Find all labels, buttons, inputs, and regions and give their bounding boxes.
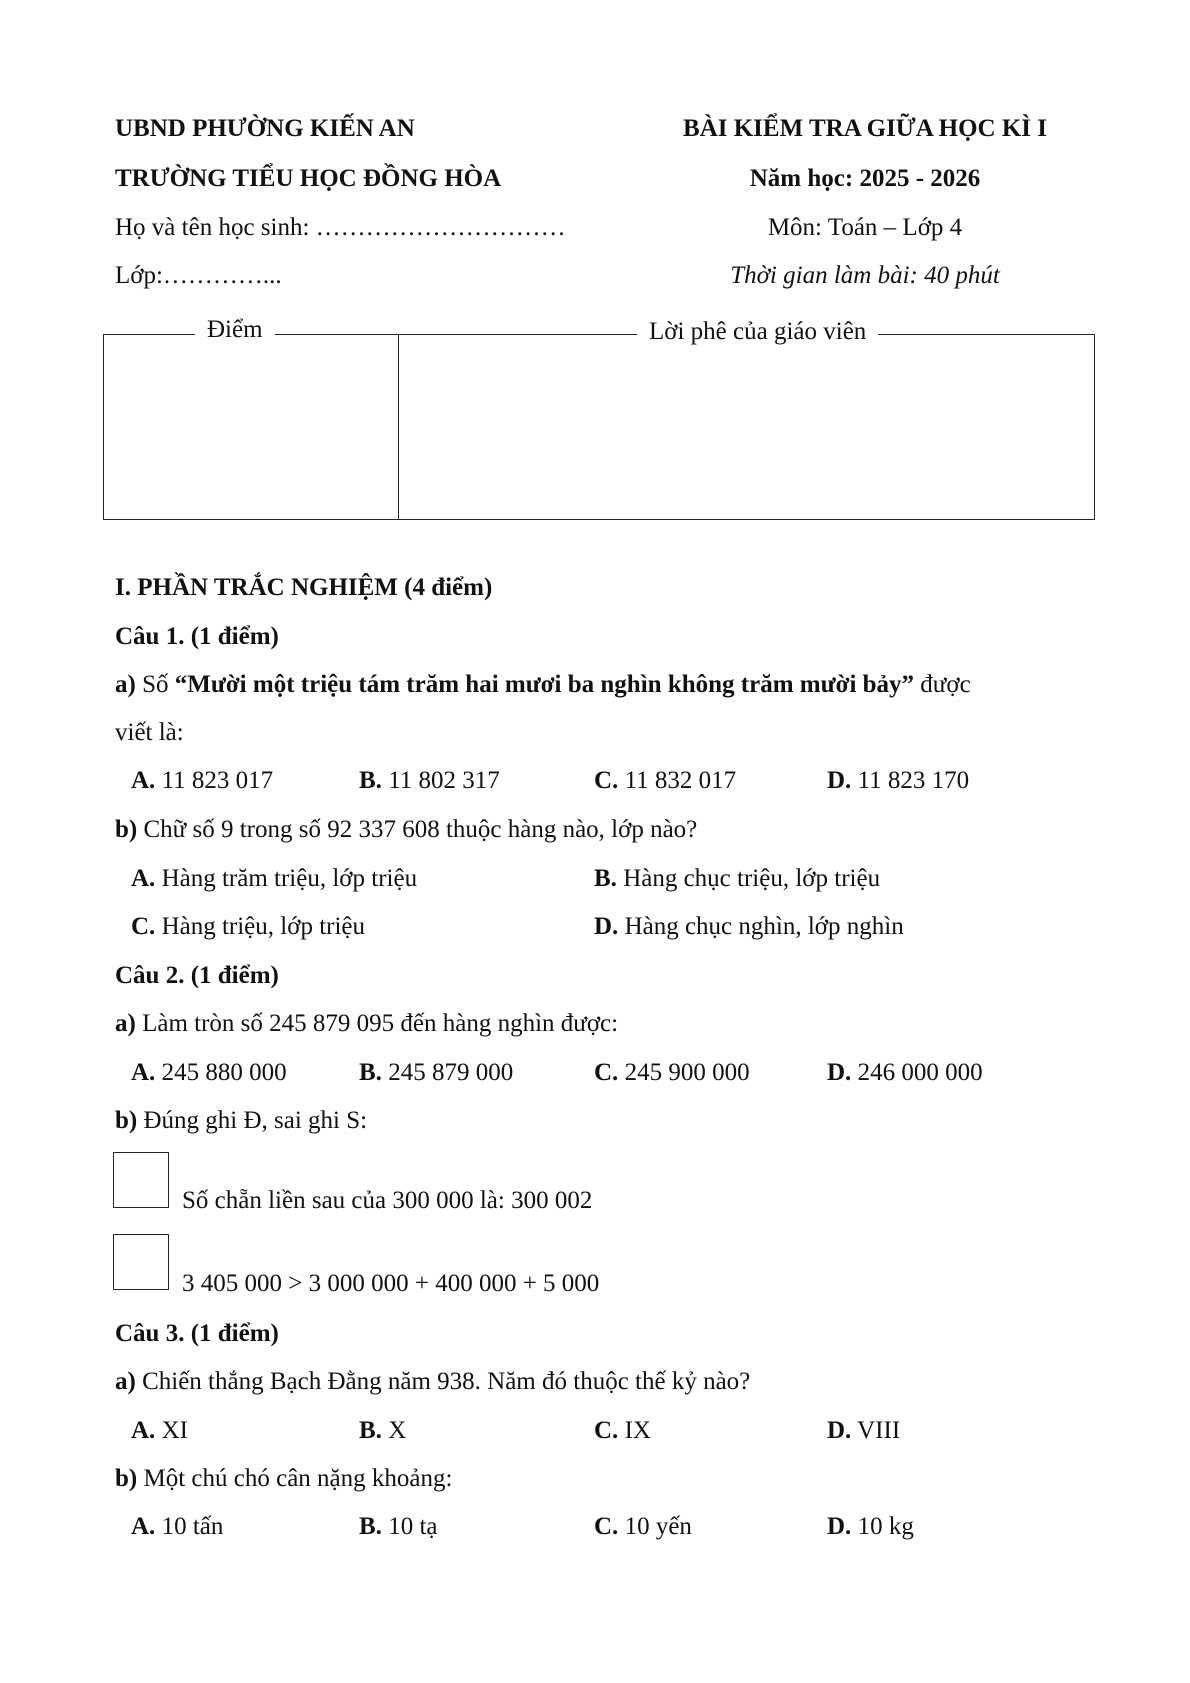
- class-line: Lớp:…………...: [115, 262, 282, 289]
- true-false-box-2[interactable]: [113, 1234, 169, 1290]
- option-1a-b[interactable]: B. 11 802 317: [359, 767, 500, 794]
- option-1a-c[interactable]: C. 11 832 017: [594, 767, 737, 794]
- question-1-title: Câu 1. (1 điểm): [115, 623, 279, 650]
- question-1a-text: a) Số “Mười một triệu tám trăm hai mươi ba nghìn không trăm mười bảy” được: [115, 671, 971, 698]
- question-1a-text-cont: viết là:: [115, 719, 184, 746]
- option-2a-b[interactable]: B. 245 879 000: [359, 1059, 514, 1086]
- option-3a-c[interactable]: C. IX: [594, 1417, 651, 1444]
- option-2a-c[interactable]: C. 245 900 000: [594, 1059, 750, 1086]
- school-year: Năm học: 2025 - 2026: [749, 165, 981, 192]
- exam-title: BÀI KIỂM TRA GIỮA HỌC KÌ I: [683, 115, 1047, 142]
- score-box-divider: [398, 334, 399, 520]
- subject-line: Môn: Toán – Lớp 4: [767, 214, 963, 241]
- school-name: TRƯỜNG TIỂU HỌC ĐỒNG HÒA: [115, 165, 502, 192]
- section-title: I. PHẦN TRẮC NGHIỆM (4 điểm): [115, 574, 493, 601]
- time-limit: Thời gian làm bài: 40 phút: [730, 262, 1000, 289]
- option-1b-d[interactable]: D. Hàng chục nghìn, lớp nghìn: [594, 913, 904, 940]
- teacher-comment-label: Lời phê của giáo viên: [637, 318, 878, 346]
- question-2b-text: b) Đúng ghi Đ, sai ghi S:: [115, 1107, 368, 1134]
- score-label: Điểm: [195, 316, 275, 344]
- question-2a-text: a) Làm tròn số 245 879 095 đến hàng nghìn được:: [115, 1010, 619, 1037]
- school-district: UBND PHƯỜNG KIẾN AN: [115, 115, 415, 142]
- option-3b-a[interactable]: A. 10 tấn: [131, 1513, 224, 1540]
- student-name-line: Họ và tên học sinh: …………………………: [115, 214, 566, 241]
- score-comment-box: [103, 334, 1095, 520]
- question-1b-text: b) Chữ số 9 trong số 92 337 608 thuộc hàng nào, lớp nào?: [115, 816, 698, 843]
- option-3b-c[interactable]: C. 10 yến: [594, 1513, 692, 1540]
- option-1b-b[interactable]: B. Hàng chục triệu, lớp triệu: [594, 865, 881, 892]
- option-3b-d[interactable]: D. 10 kg: [827, 1513, 914, 1540]
- option-3a-d[interactable]: D. VIII: [827, 1417, 901, 1444]
- option-1a-d[interactable]: D. 11 823 170: [827, 767, 970, 794]
- option-2a-a[interactable]: A. 245 880 000: [131, 1059, 287, 1086]
- statement-1: Số chẵn liền sau của 300 000 là: 300 002: [182, 1187, 593, 1214]
- true-false-box-1[interactable]: [113, 1152, 169, 1208]
- question-3-title: Câu 3. (1 điểm): [115, 1320, 279, 1347]
- question-3b-text: b) Một chú chó cân nặng khoảng:: [115, 1465, 453, 1492]
- option-1b-a[interactable]: A. Hàng trăm triệu, lớp triệu: [131, 865, 418, 892]
- question-2-title: Câu 2. (1 điểm): [115, 962, 279, 989]
- option-2a-d[interactable]: D. 246 000 000: [827, 1059, 983, 1086]
- option-1b-c[interactable]: C. Hàng triệu, lớp triệu: [131, 913, 366, 940]
- option-1a-a[interactable]: A. 11 823 017: [131, 767, 274, 794]
- question-1a-label: a): [115, 671, 136, 698]
- number-in-words: “Mười một triệu tám trăm hai mươi ba nghìn không trăm mười bảy”: [174, 671, 915, 698]
- question-3a-text: a) Chiến thắng Bạch Đằng năm 938. Năm đó thuộc thế kỷ nào?: [115, 1368, 751, 1395]
- option-3a-a[interactable]: A. XI: [131, 1417, 188, 1444]
- statement-2: 3 405 000 > 3 000 000 + 400 000 + 5 000: [182, 1270, 600, 1297]
- option-3a-b[interactable]: B. X: [359, 1417, 407, 1444]
- option-3b-b[interactable]: B. 10 tạ: [359, 1513, 438, 1540]
